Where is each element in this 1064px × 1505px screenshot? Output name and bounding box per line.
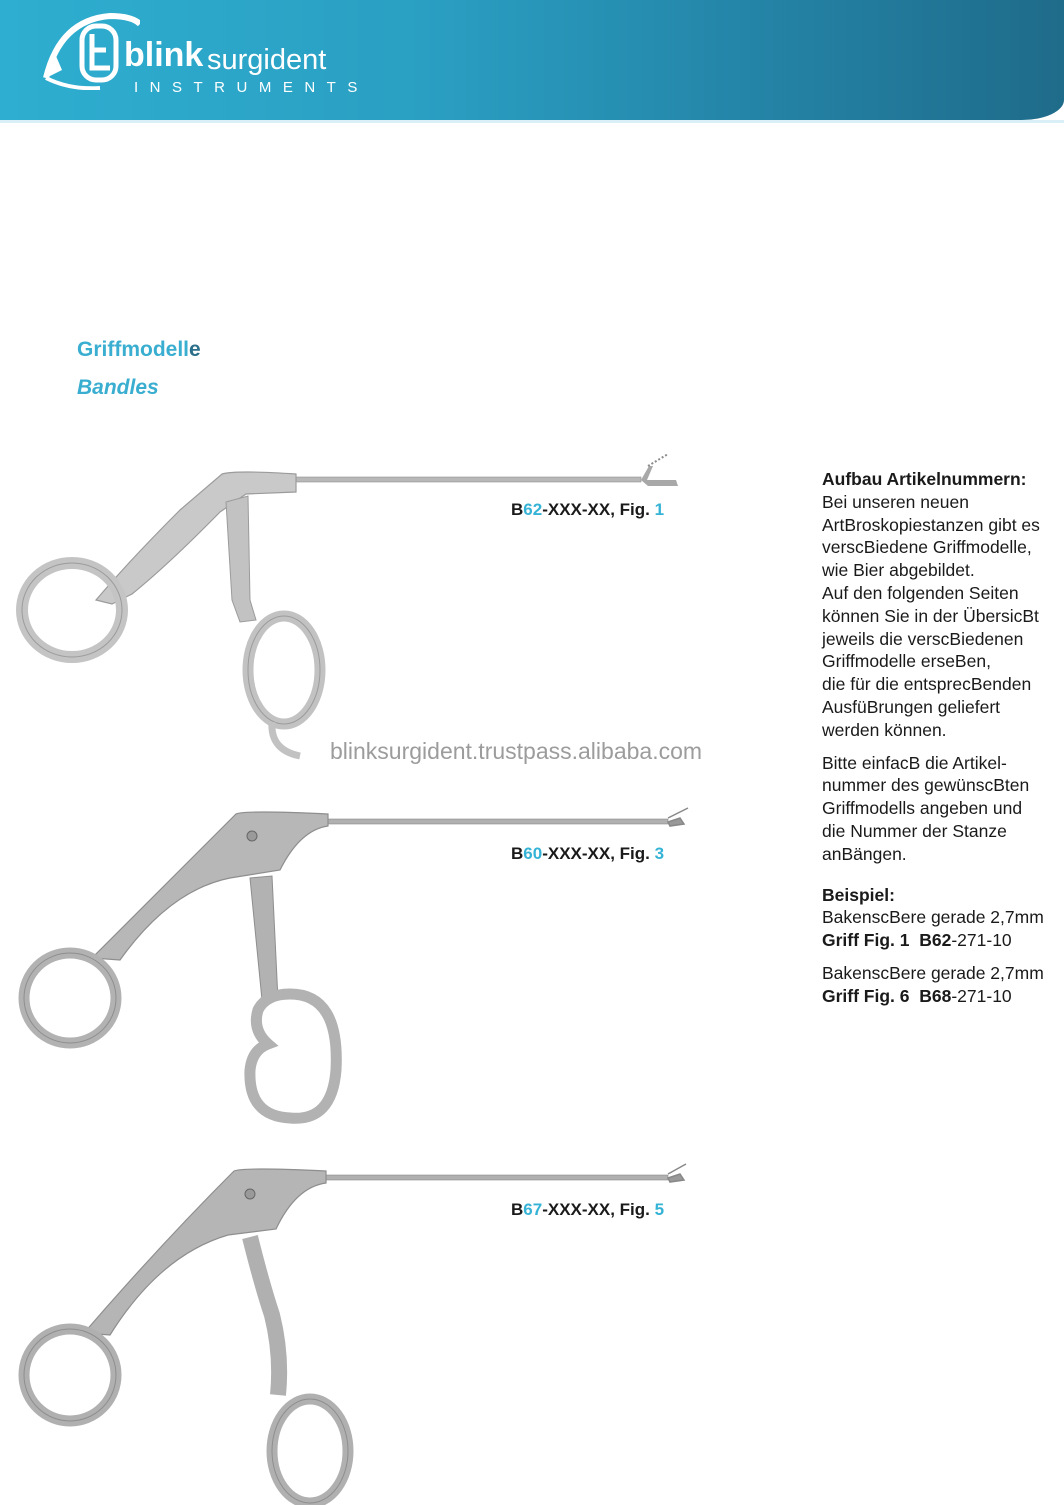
example-2-code: Griff Fig. 6 B68-271-10 bbox=[822, 985, 1012, 1006]
instruction-line: die Nummer der Stanze bbox=[822, 820, 1007, 841]
explanation-line: die für die entsprecBenden bbox=[822, 674, 1032, 695]
example-2-description: BakenscBere gerade 2,7mm bbox=[822, 962, 1044, 983]
instruction-line: anBängen. bbox=[822, 843, 907, 864]
instrument-fig1-image bbox=[0, 450, 700, 760]
instruction-line: Griffmodells angeben und bbox=[822, 798, 1023, 819]
header-divider bbox=[0, 120, 1064, 123]
explanation-line: Griffmodelle erseBen, bbox=[822, 651, 991, 672]
explanation-line: verscBiedene Griffmodelle, bbox=[822, 537, 1032, 558]
example-1-code: Griff Fig. 1 B62-271-10 bbox=[822, 930, 1012, 951]
explanation-line: AusfüBrungen geliefert bbox=[822, 696, 1001, 717]
explanation-line: werden können. bbox=[822, 719, 947, 740]
explanation-line: können Sie in der ÜbersicBt bbox=[822, 605, 1039, 626]
brand-header bbox=[0, 0, 1064, 120]
brand-tagline: INSTRUMENTS bbox=[134, 79, 369, 96]
instrument-fig1-code: B62-XXX-XX, Fig. 1 bbox=[511, 500, 665, 519]
instruction-line: nummer des gewünscBten bbox=[822, 775, 1030, 796]
section-title-english: Bandles bbox=[77, 376, 159, 399]
example-heading: Beispiel: bbox=[822, 884, 895, 905]
section-title-german: Griffmodelle bbox=[77, 338, 201, 361]
explanation-line: wie Bier abgebildet. bbox=[822, 560, 975, 581]
explanation-line: Auf den folgenden Seiten bbox=[822, 582, 1019, 603]
explanation-line: Bei unseren neuen bbox=[822, 491, 969, 512]
brand-name-surgident: surgident bbox=[207, 44, 327, 76]
explanation-heading: Aufbau Artikelnummern: bbox=[822, 469, 1027, 489]
instrument-fig3-code: B60-XXX-XX, Fig. 3 bbox=[511, 844, 665, 863]
brand-name-blink: blink bbox=[124, 36, 204, 74]
instruction-line: Bitte einfacB die Artikel- bbox=[822, 752, 1007, 773]
example-1-description: BakenscBere gerade 2,7mm bbox=[822, 907, 1044, 928]
instrument-fig5-code: B67-XXX-XX, Fig. 5 bbox=[511, 1200, 665, 1219]
explanation-line: ArtBroskopiestanzen gibt es bbox=[822, 514, 1040, 535]
explanation-line: jeweils die verscBiedenen bbox=[822, 628, 1024, 649]
watermark-url: blinksurgident.trustpass.alibaba.com bbox=[330, 738, 703, 764]
article-number-explanation bbox=[822, 468, 1064, 1008]
